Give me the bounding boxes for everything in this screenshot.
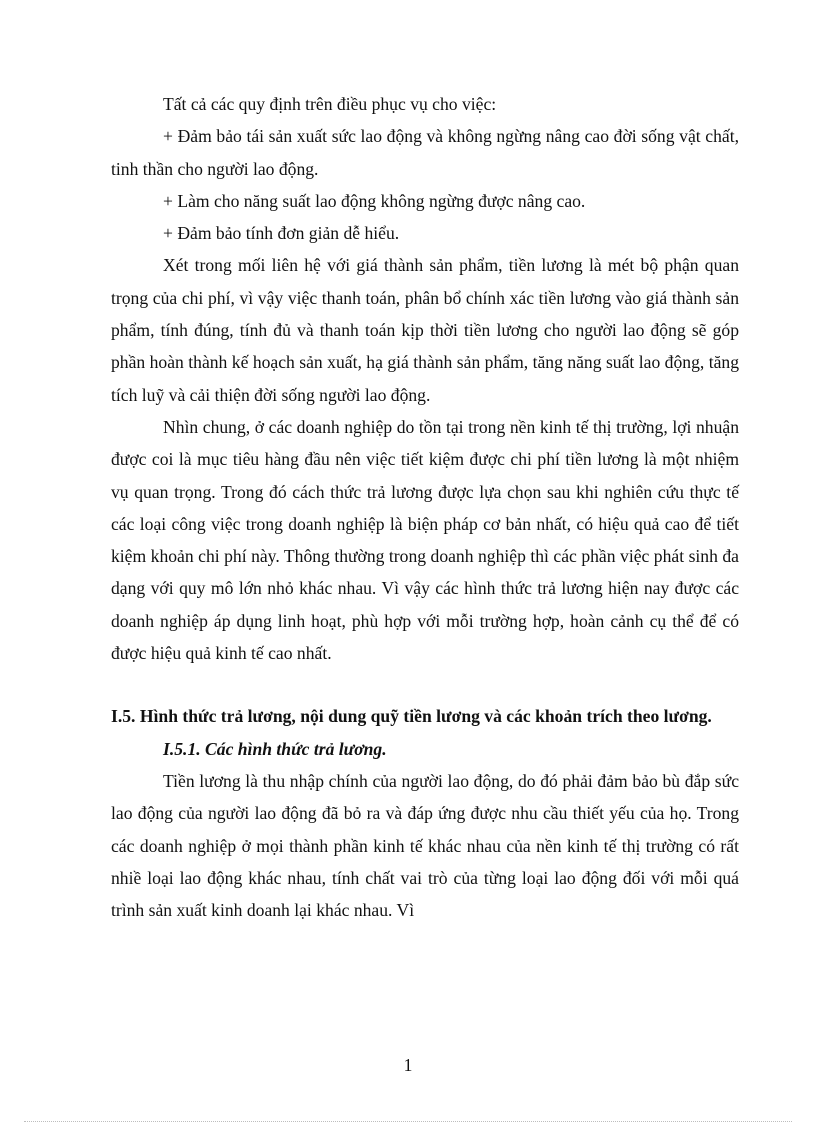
bullet-item-simplicity: + Đảm bảo tính đơn giản dễ hiểu. <box>163 223 400 244</box>
paragraph-salary-income: Tiền lương là thu nhập chính của người lao động, do đó phải đảm bảo bù đắp sức lao động của người lao động đã bỏ ra và đáp ứng được nhu cầu thiết yếu của họ. Trong các doanh nghiệp ở mọi thành phần kinh tế khác nhau của nền kinh tế thị trường có rất nhiề loại lao động khác nhau, tính chất vai trò của từng loại lao động đối với mỗi quá trình sản xuất kinh doanh lại khác nhau. Vì <box>111 770 739 921</box>
bullet-item-productivity: + Làm cho năng suất lao động không ngừng được nâng cao. <box>163 190 586 211</box>
paragraph-intro: Tất cả các quy định trên điều phục vụ cho việc: <box>163 94 497 114</box>
document-body <box>111 88 739 926</box>
section-heading: I.5. Hình thức trả lương, nội dung quỹ tiền lương và các khoản trích theo lương. <box>111 706 712 727</box>
page-bottom-divider <box>24 1121 792 1122</box>
paragraph-overview: Nhìn chung, ở các doanh nghiệp do tồn tại trong nền kinh tế thị trường, lợi nhuận được coi là mục tiêu hàng đầu nên việc tiết kiệm được chi phí tiền lương là một nhiệm vụ quan trọng. Trong đó cách thức trả lương được lựa chọn sau khi nghiên cứu thực tế các loại công việc trong doanh nghiệp là biện pháp cơ bản nhất, có hiệu quả cao để tiết kiệm khoản chi phí này. Thông thường trong doanh nghiệp thì các phần việc phát sinh đa dạng với quy mô lớn nhỏ khác nhau. Vì vậy các hình thức trả lương hiện nay được các doanh nghiệp áp dụng linh hoạt, phù hợp với mỗi trường hợp, hoàn cảnh cụ thể để có được hiệu quả kinh tế cao nhất. <box>111 416 739 664</box>
bullet-item-reproduction: + Đảm bảo tái sản xuất sức lao động và không ngừng nâng cao đời sống vật chất, tinh thần cho người lao động. <box>111 126 739 179</box>
page-number: 1 <box>403 1055 413 1075</box>
paragraph-cost-relation: Xét trong mối liên hệ với giá thành sản phẩm, tiền lương là mét bộ phận quan trọng của chi phí, vì vậy việc thanh toán, phân bổ chính xác tiền lương vào giá thành sản phẩm, tính đúng, tính đủ và thanh toán kịp thời tiền lương cho người lao động sẽ góp phần hoàn thành kế hoạch sản xuất, hạ giá thành sản phẩm, tăng năng suất lao động, tăng tích luỹ và cải thiện đời sống người lao động. <box>111 255 739 405</box>
subsection-heading: I.5.1. Các hình thức trả lương. <box>163 738 387 759</box>
